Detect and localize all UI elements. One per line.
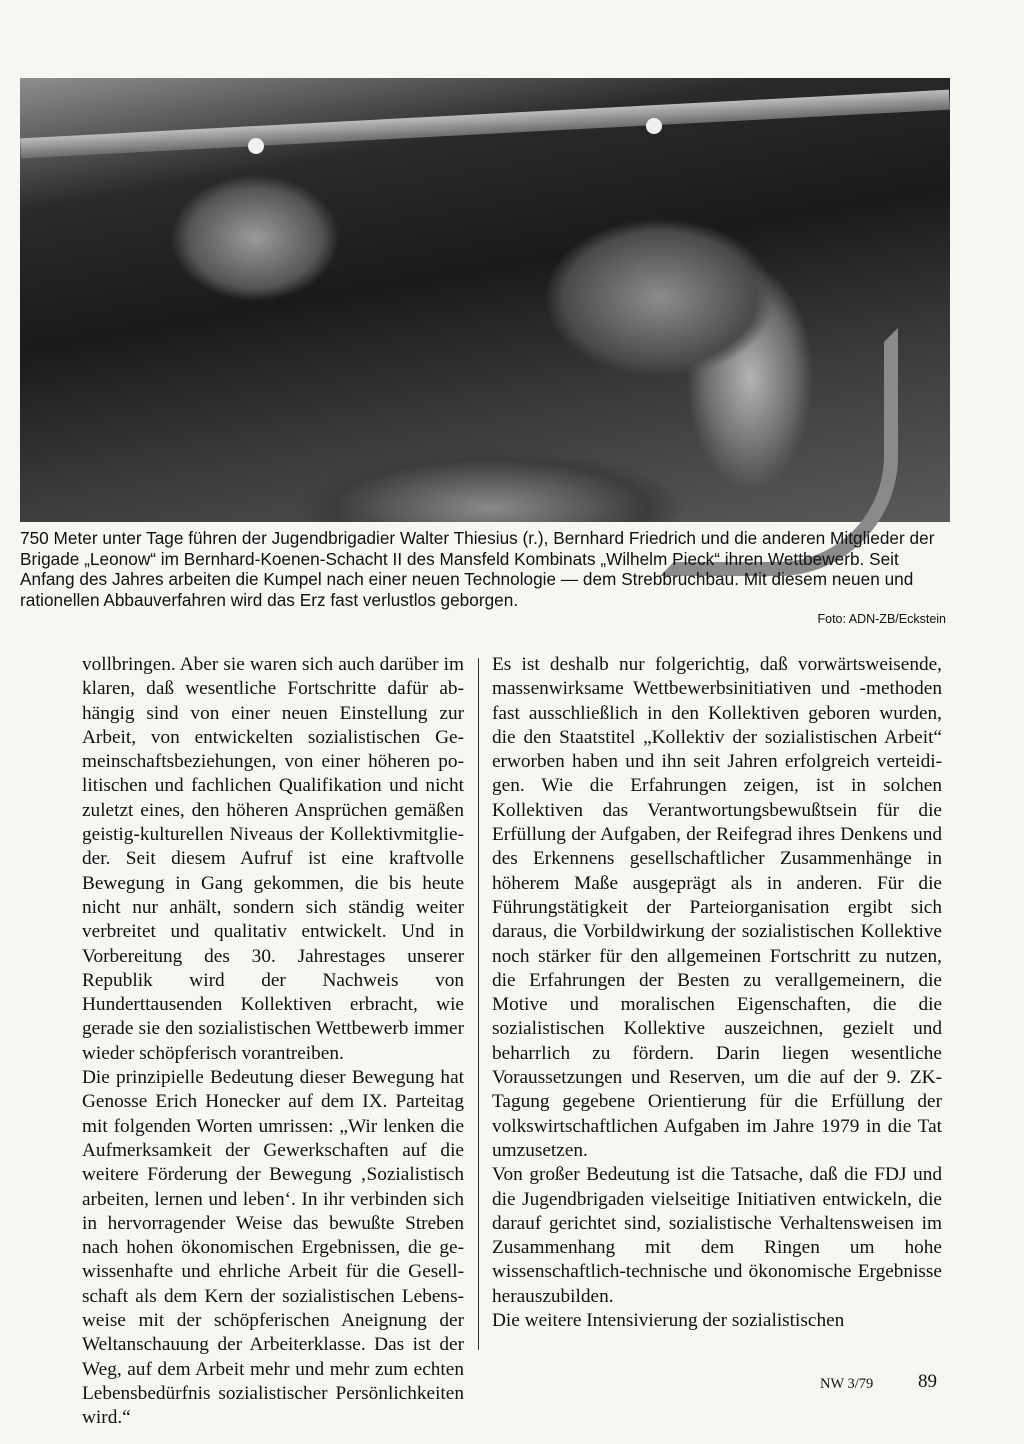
- photo-caption: 750 Meter unter Tage führen der Jugendbrigadier Walter Thiesius (r.), Bernhard Friedrich und die anderen Mitglieder der Brigade „Leonow“ im Bernhard-Koenen-Schacht II des Mansfeld Kombinats „Wilhelm Pieck“ ihren Wettbewerb. Seit Anfang des Jahres arbeiten die Kumpel nach einer neuen Technologie — dem Strebbruchbau. Mit diesem neuen und rationellen Abbauverfahren wird das Erz fast verlustlos geborgen.: [20, 528, 935, 610]
- photo-credit: Foto: ADN-ZB/Eckstein: [817, 612, 946, 626]
- paragraph: Von großer Bedeutung ist die Tatsache, daß die FDJ und die Jugendbrigaden vielseitige Initiativen entwickeln, die darauf gerichtet sind, sozialistische Verhaltensweisen im Zusammenhang mit dem Ringen um hohe wissenschaftlich-technische und ökonomische Ergebnisse herauszubilden.: [492, 1164, 942, 1307]
- paragraph: Es ist deshalb nur folgerichtig, daß vorwärtsweisende, massenwirksame Wettbewerbsinitiativen und -methoden fast ausschließlich in den Kollektiven geboren wurden, die den Staatstitel „Kollektiv der sozialistischen Arbeit“ erworben haben und ihn seit Jahren erfolgreich verteidigen. Wie die Erfahrungen zeigen, ist in solchen Kollektiven das Verantwortungsbewußtsein für die Erfüllung der Aufgaben, der Reifegrad ihres Denkens und des Erkennens gesellschaftlicher Zusammenhänge in höherem Maße ausgeprägt als in anderen. Für die Führungstätigkeit der Parteiorganisation ergibt sich daraus, die Vorbildwirkung der sozialistischen Kollektive noch stärker für den allgemeinen Fortschritt zu nutzen, die Erfahrungen der Besten zu verallgemeinern, die Motive und moralischen Eigenschaften, die die sozialistischen Kollektive auszeichnen, gezielt und beharrlich zu fördern. Darin liegen wesentliche Voraussetzungen und Reserven, um die auf der 9. ZK-Tagung gegebene Orientierung für die Erfüllung der volkswirtschaftlichen Aufgaben im Jahre 1979 in die Tat umzusetzen.: [492, 654, 942, 1161]
- issue-label: NW 3/79: [820, 1376, 874, 1392]
- pit-prop-beam: [20, 90, 950, 159]
- paragraph: Die weitere Intensivierung der sozialistischen: [492, 1310, 845, 1332]
- column-divider: [478, 658, 479, 1350]
- page-number: 89: [918, 1371, 937, 1392]
- miners-photo: [20, 78, 950, 522]
- paragraph: vollbringen. Aber sie waren sich auch darüber im klaren, daß wesentliche Fortschritte dafür abhängig sind von einer neuen Einstellung zur Arbeit, von entwickelten sozialistischen Gemeinschaftsbeziehungen, von einer höheren politischen und fachlichen Qualifikation und nicht zuletzt eines, den höheren Ansprüchen gemäßen geistig-kulturellen Niveaus der Kollektivmitglieder. Seit diesem Aufruf ist eine kraftvolle Bewegung in Gang gekommen, die bis heute nicht nur anhält, sondern sich ständig weiter verbreitet und qualitativ entwickelt. Und in Vorbereitung des 30. Jahrestages unserer Republik wird der Nachweis von Hunderttausenden Kollektiven erbracht, wie gerade sie den sozialistischen Wettbewerb immer wieder schöpferisch vorantreiben.: [82, 654, 464, 1064]
- helmet-lamp-left: [248, 138, 264, 154]
- left-text-column: [82, 653, 464, 1431]
- helmet-lamp-right: [646, 118, 662, 134]
- right-text-column: [492, 653, 942, 1333]
- paragraph: Die prinzipielle Bedeutung dieser Bewegung hat Genosse Erich Honecker auf dem IX. Parteitag mit folgenden Worten umrissen: „Wir lenken die Aufmerksamkeit der Gewerkschaften auf die weitere Förderung der Bewegung ‚Sozialistisch arbeiten, lernen und leben‘. In ihr verbinden sich in hervorragender Weise das bewußte Streben nach hohen ökonomischen Ergebnissen, die gewissenhafte und ehrliche Arbeit für die Gesellschaft als dem Kern der sozialistischen Lebensweise mit der schöpferischen Aneignung der Weltanschauung der Arbeiterklasse. Das ist der Weg, auf dem Arbeit mehr und mehr zum echten Lebensbedürfnis sozialistischer Persönlichkeiten wird.“: [82, 1067, 464, 1429]
